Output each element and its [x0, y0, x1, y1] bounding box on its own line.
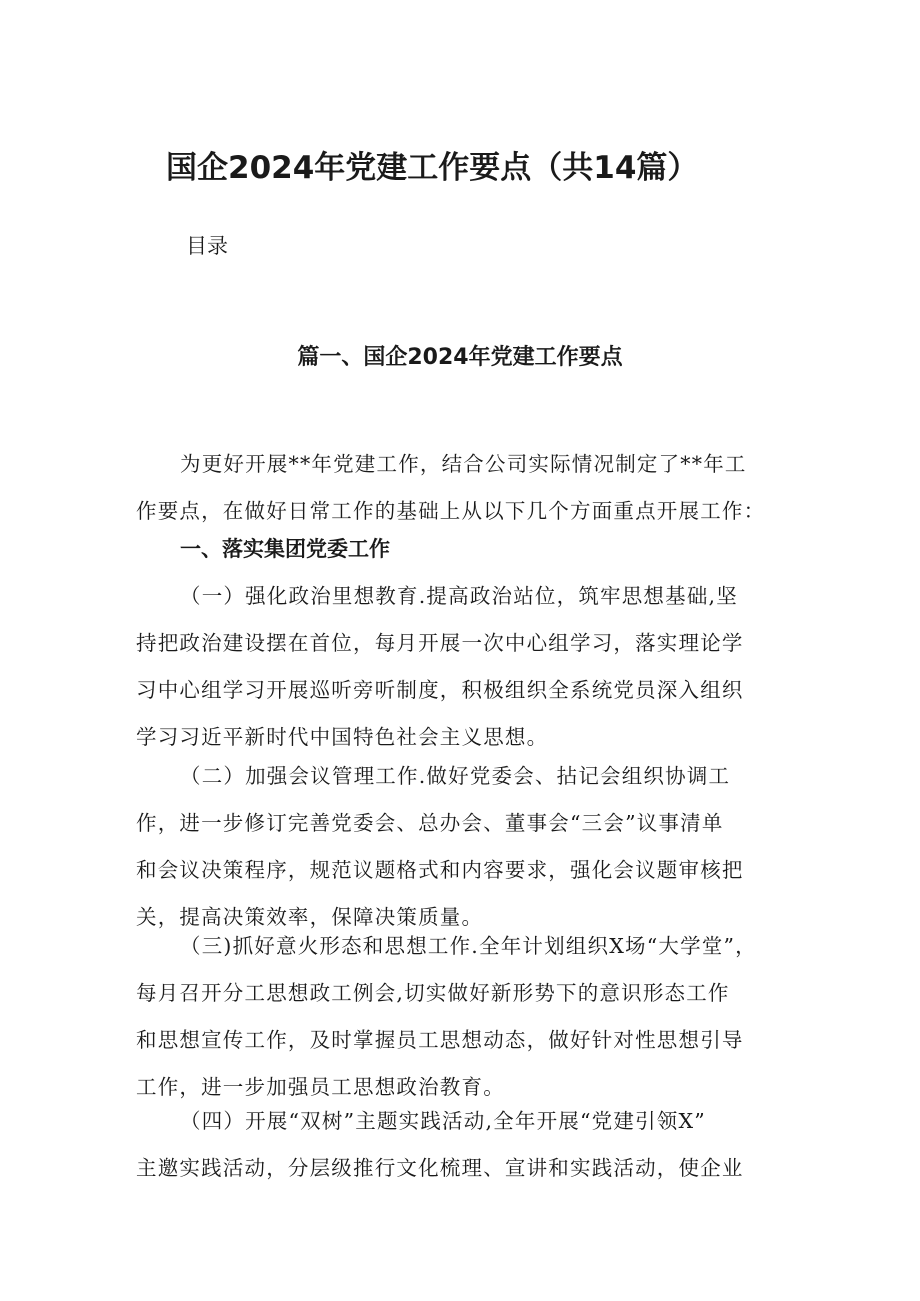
document-title: 国企2024年党建工作要点（共14篇）: [166, 150, 699, 186]
toc-label: 目录: [186, 234, 228, 258]
paragraph-1: （一）强化政治里想教育.提高政治站位，筑牢思想基础,坚 持把政治建设摆在首位，每月开展一次中心组学习，落实理论学 习中心组学习开展巡听旁听制度，积极组织全系统党员深入组织 学习习近平新时代中国特色社会主义思想。: [136, 584, 744, 749]
heading-level-1: 一、落实集团党委工作: [180, 537, 390, 561]
intro-paragraph: 为更好开展**年党建工作，结合公司实际情况制定了**年工 作要点，在做好日常工作的基础上从以下几个方面重点开展工作：: [136, 452, 766, 523]
section-title: 篇一、国企2024年党建工作要点: [297, 345, 623, 370]
paragraph-3: （三)抓好意火形态和思想工作.全年计划组织X场“大学堂”， 每月召开分工思想政工例会,切实做好新形势下的意识形态工作 和思想宣传工作，及时掌握员工思想动态，做好针对性思想引导 工作，进一步加强员工思想政治教育。: [136, 934, 757, 1099]
paragraph-2: （二）加强会议管理工作.做好党委会、拈记会组织协调工 作，进一步修订完善党委会、总办会、董事会“三会”议事清单 和会议决策程序，规范议题格式和内容要求，强化会议题审核把 关，提高决策效率，保障决策质量。: [136, 764, 744, 929]
paragraph-4: （四）开展“双树”主题实践活动,全年开展“党建引领X” 主邀实践活动，分层级推行文化梳理、宣讲和实践活动，使企业: [136, 1109, 744, 1180]
